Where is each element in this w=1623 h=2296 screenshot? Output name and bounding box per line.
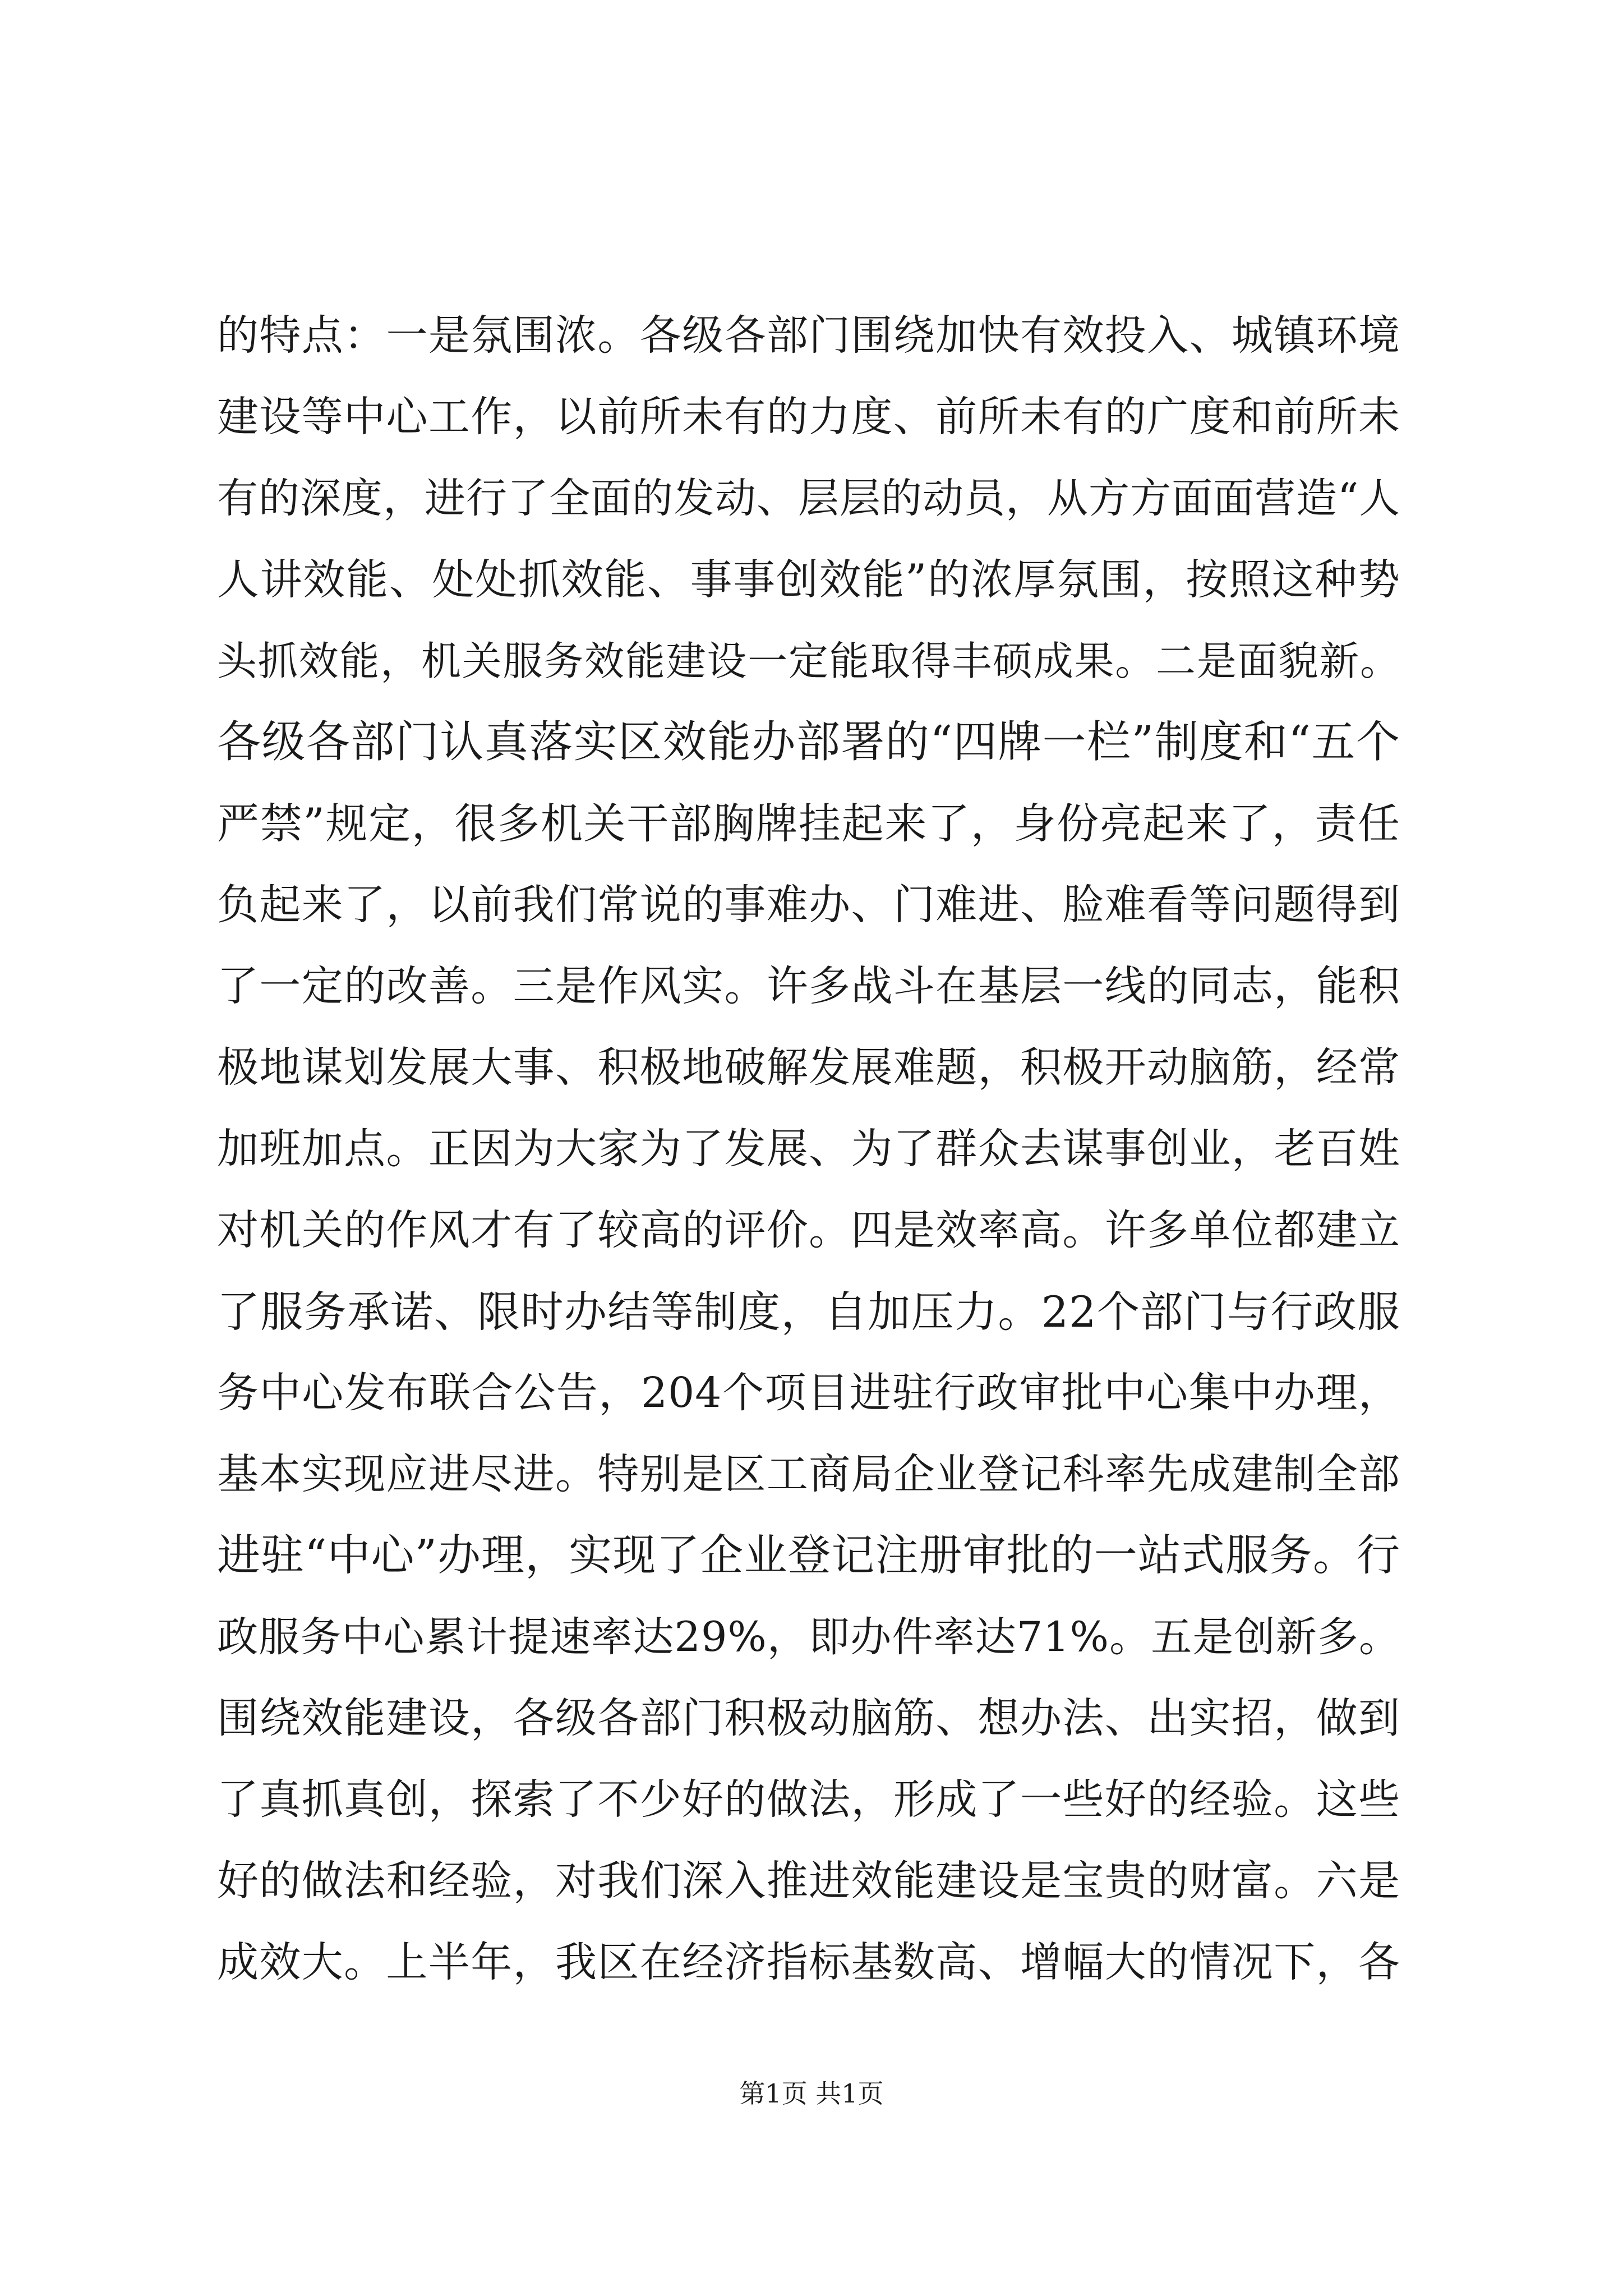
page-footer: 第1页 共1页 (739, 2078, 884, 2109)
text-line: 了真抓真创，探索了不少好的做法，形成了一些好的经验。这些 (217, 1775, 1400, 1824)
text-line: 了一定的改善。三是作风实。许多战斗在基层一线的同志，能积 (217, 962, 1400, 1010)
text-line: 人讲效能、处处抓效能、事事创效能”的浓厚氛围，按照这种势 (217, 555, 1400, 604)
text-line: 了服务承诺、限时办结等制度，自加压力。22个部门与行政服 (217, 1287, 1400, 1337)
text-line: 极地谋划发展大事、积极地破解发展难题，积极开动脑筋，经常 (217, 1043, 1400, 1092)
text-line: 有的深度，进行了全面的发动、层层的动员，从方方面面营造“人 (217, 475, 1401, 522)
text-line: 政服务中心累计提速率达29%，即办件率达71%。五是创新多。 (217, 1613, 1400, 1661)
text-line: 好的做法和经验，对我们深入推进效能建设是宝贵的财富。六是 (217, 1857, 1400, 1905)
text-line: 严禁”规定，很多机关干部胸牌挂起来了，身份亮起来了，责任 (217, 799, 1400, 848)
text-line: 对机关的作风才有了较高的评价。四是效率高。许多单位都建立 (217, 1206, 1400, 1254)
text-line: 基本实现应进尽进。特别是区工商局企业登记科率先成建制全部 (217, 1450, 1400, 1498)
body-text (217, 295, 1400, 2003)
text-line: 成效大。上半年，我区在经济指标基数高、增幅大的情况下，各 (217, 1938, 1400, 1986)
text-line: 加班加点。正因为大家为了发展、为了群众去谋事创业，老百姓 (217, 1125, 1400, 1173)
text-line: 各级各部门认真落实区效能办部署的“四牌一栏”制度和“五个 (217, 717, 1400, 767)
text-line: 负起来了，以前我们常说的事难办、门难进、脸难看等问题得到 (217, 881, 1400, 929)
text-line: 围绕效能建设，各级各部门积极动脑筋、想办法、出实招，做到 (217, 1694, 1400, 1742)
text-line: 进驻“中心”办理，实现了企业登记注册审批的一站式服务。行 (217, 1531, 1400, 1581)
text-line: 建设等中心工作，以前所未有的力度、前所未有的广度和前所未 (217, 393, 1400, 441)
text-line: 头抓效能，机关服务效能建设一定能取得丰硕成果。二是面貌新。 (217, 638, 1400, 684)
text-line: 的特点：一是氛围浓。各级各部门围绕加快有效投入、城镇环境 (217, 311, 1400, 360)
text-line: 务中心发布联合公告，204个项目进驻行政审批中心集中办理， (217, 1369, 1400, 1417)
